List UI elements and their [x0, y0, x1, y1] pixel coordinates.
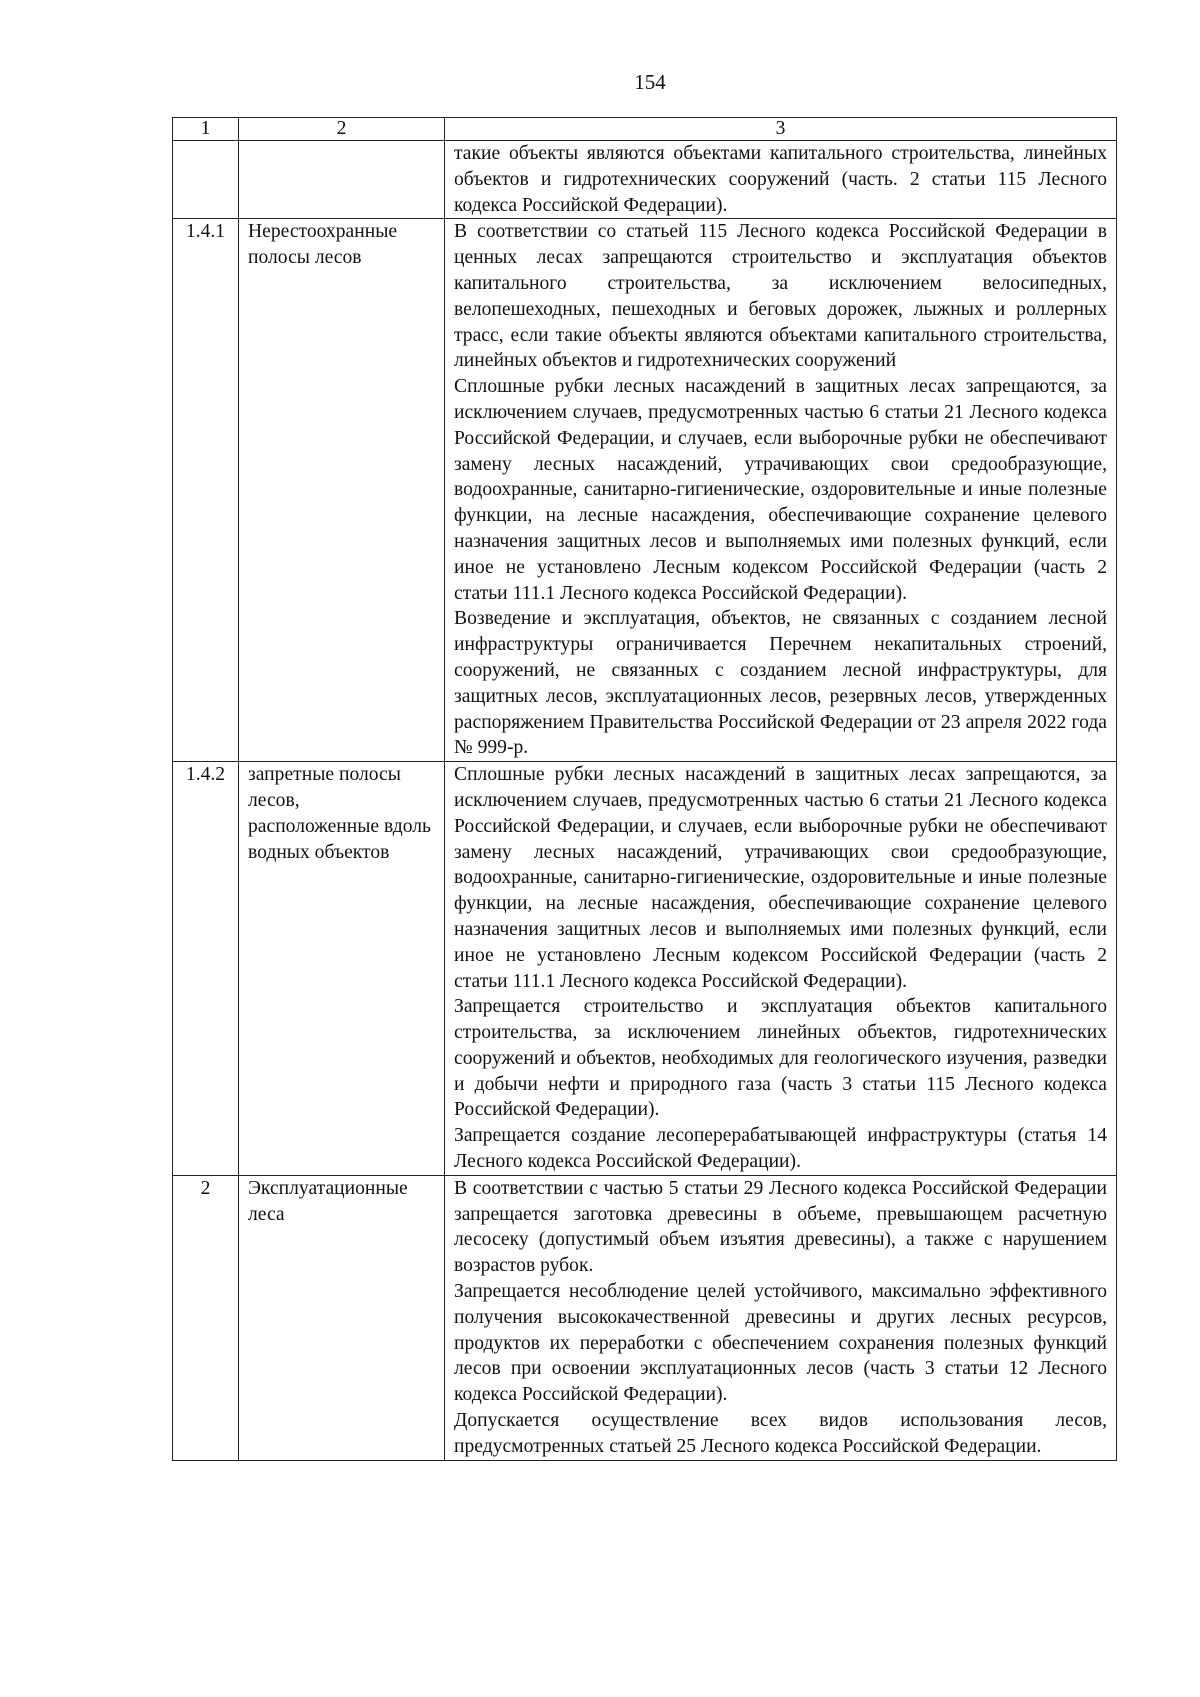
continuation-text: такие объекты являются объектами капитального строительства, линейных объектов и гидротехнических сооружений (часть. 2 статьи 115 Лесного кодекса Российской Федерации). [454, 143, 1107, 216]
row-requirements [445, 762, 1117, 1176]
table-row-continuation [173, 141, 1117, 219]
row-number: 2 [173, 1175, 239, 1460]
row-category: запретные полосы лесов, расположенные вдоль водных объектов [239, 762, 445, 1176]
table-row [173, 219, 1117, 762]
requirement-paragraph: Запрещается строительство и эксплуатация объектов капитального строительства, за исключением линейных объектов, гидротехнических сооружений и объектов, необходимых для геологического изучения, разведки и добычи нефти и природного газа (часть 3 статьи 115 Лесного кодекса Российской Федерации). [454, 996, 1107, 1121]
table-row [173, 762, 1117, 1176]
page-number: 154 [634, 70, 666, 94]
requirement-paragraph: В соответствии с частью 5 статьи 29 Лесного кодекса Российской Федерации запрещается заготовка древесины в объеме, превышающем расчетную лесосеку (допустимый объем изъятия древесины), а также с нарушением возрастов рубок. [454, 1177, 1107, 1277]
row-category: Эксплуатационные леса [239, 1175, 445, 1460]
table-row [173, 1175, 1117, 1460]
continuation-text-cell [445, 141, 1117, 219]
continuation-num-cell [173, 141, 239, 219]
requirement-paragraph: В соответствии со статьей 115 Лесного кодекса Российской Федерации в ценных лесах запрещаются строительство и эксплуатация объектов капитального строительства, за исключением велосипедных, велопешеходных, пешеходных и беговых дорожек, лыжных и роллерных трасс, если такие объекты являются объектами капитального строительства, линейных объектов и гидротехнических сооружений [454, 221, 1107, 372]
row-requirements [445, 1175, 1117, 1460]
row-category: Нерестоохранные полосы лесов [239, 219, 445, 762]
row-number: 1.4.1 [173, 219, 239, 762]
requirement-paragraph: Сплошные рубки лесных насаждений в защитных лесах запрещаются, за исключением случаев, предусмотренных частью 6 статьи 21 Лесного кодекса Российской Федерации, и случаев, если выборочные рубки не обеспечивают замену лесных насаждений, утрачивающих свои средообразующие, водоохранные, санитарно-гигиенические, оздоровительные и иные полезные функции, на лесные насаждения, обеспечивающие сохранение целевого назначения защитных лесов и выполняемых ими полезных функций, если иное не установлено Лесным кодексом Российской Федерации (часть 2 статьи 111.1 Лесного кодекса Российской Федерации). [454, 376, 1107, 604]
requirement-paragraph: Запрещается создание лесоперерабатывающей инфраструктуры (статья 14 Лесного кодекса Российской Федерации). [454, 1125, 1107, 1173]
continuation-name-cell [239, 141, 445, 219]
column-header-2: 2 [239, 118, 445, 141]
requirement-paragraph: Возведение и эксплуатация, объектов, не связанных с созданием лесной инфраструктуры ограничивается Перечнем некапитальных строений, сооружений, не связанных с созданием лесной инфраструктуры, для защитных лесов, эксплуатационных лесов, резервных лесов, утвержденных распоряжением Правительства Российской Федерации от 23 апреля 2022 года № 999-р. [454, 608, 1107, 759]
requirement-paragraph: Запрещается несоблюдение целей устойчивого, максимально эффективного получения высококачественной древесины и других лесных ресурсов, продуктов их переработки с обеспечением сохранения полезных функций лесов при освоении эксплуатационных лесов (часть 3 статьи 12 Лесного кодекса Российской Федерации). [454, 1281, 1107, 1406]
column-header-3: 3 [445, 118, 1117, 141]
requirement-paragraph: Сплошные рубки лесных насаждений в защитных лесах запрещаются, за исключением случаев, предусмотренных частью 6 статьи 21 Лесного кодекса Российской Федерации, и случаев, если выборочные рубки не обеспечивают замену лесных насаждений, утрачивающих свои средообразующие, водоохранные, санитарно-гигиенические, оздоровительные и иные полезные функции, на лесные насаждения, обеспечивающие сохранение целевого назначения защитных лесов и выполняемых ими полезных функций, если иное не установлено Лесным кодексом Российской Федерации (часть 2 статьи 111.1 Лесного кодекса Российской Федерации). [454, 764, 1107, 992]
requirement-paragraph: Допускается осуществление всех видов использования лесов, предусмотренных статьей 25 Лесного кодекса Российской Федерации. [454, 1410, 1107, 1457]
table-header-row [173, 118, 1117, 141]
row-requirements [445, 219, 1117, 762]
column-header-1: 1 [173, 118, 239, 141]
regulation-table [172, 117, 1117, 1461]
row-number: 1.4.2 [173, 762, 239, 1176]
